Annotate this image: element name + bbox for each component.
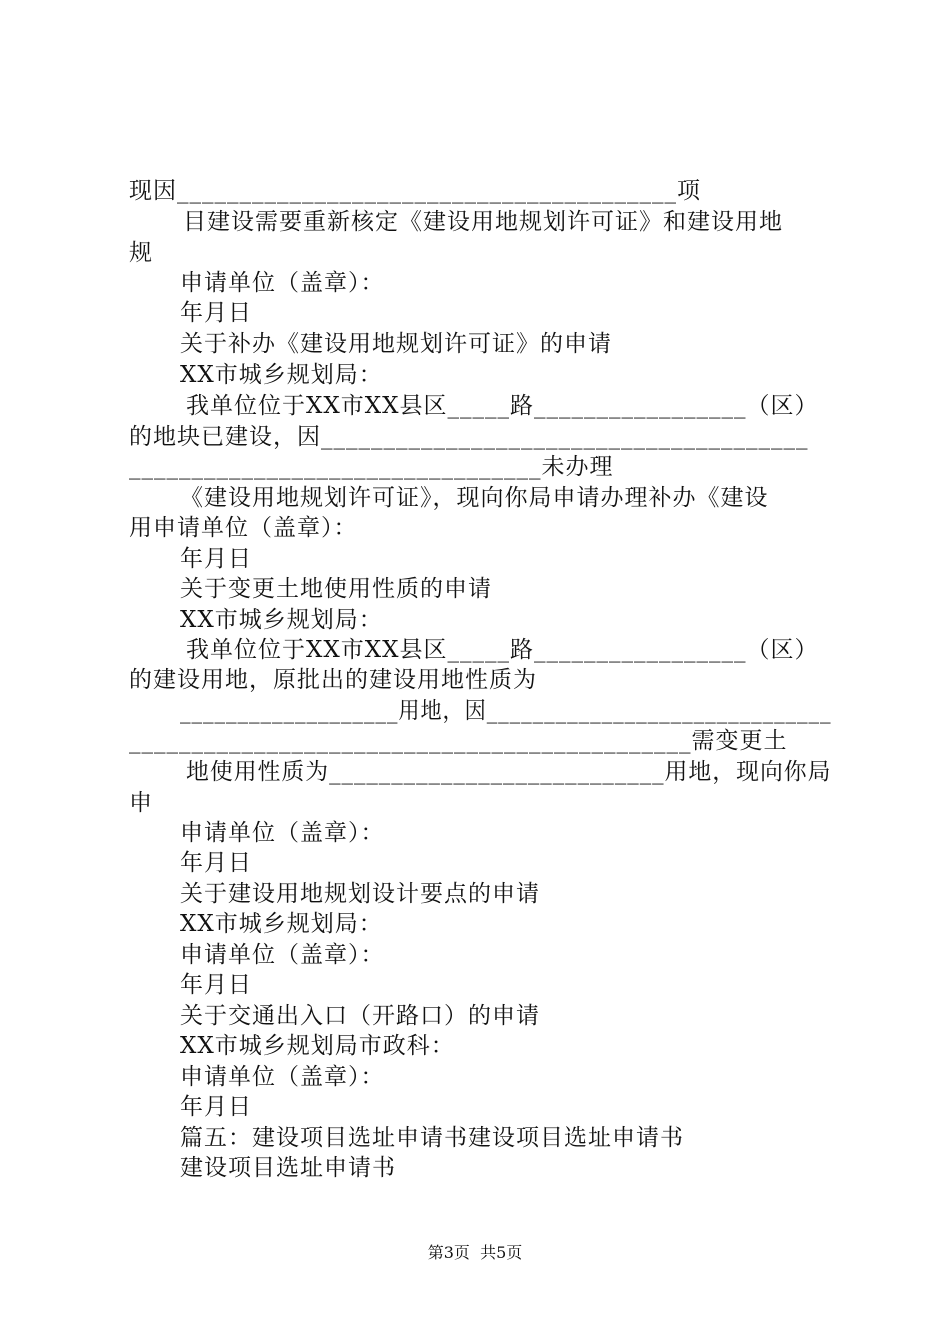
- section-heading: 关于交通出入口（开路口）的申请: [180, 1003, 540, 1029]
- addressee: XX市城乡规划局：: [180, 362, 383, 388]
- addressee: XX市城乡规划局：: [180, 607, 383, 633]
- text-line: 我单位位于XX市XX县区_____路_________________（区）: [186, 393, 819, 419]
- text-line: 目建设需要重新核定《建设用地规划许可证》和建设用地: [183, 209, 783, 235]
- text-line: 现因________________________________________项: [129, 178, 701, 204]
- section-heading: 关于变更土地使用性质的申请: [180, 576, 492, 602]
- text-line: 的建设用地，原批出的建设用地性质为: [129, 667, 537, 693]
- section-heading: 关于建设用地规划设计要点的申请: [180, 881, 540, 907]
- text-line: _________________________________未办理: [129, 454, 614, 480]
- text-line: 申请单位（盖章）：: [180, 820, 385, 846]
- text-line: 规: [129, 240, 153, 266]
- text-line: 年月日: [180, 850, 252, 876]
- text-line: 申请单位（盖章）：: [180, 942, 385, 968]
- addressee: XX市城乡规划局市政科：: [180, 1033, 455, 1059]
- text-line: 年月日: [180, 546, 252, 572]
- text-line: ___________________用地，因______________________________: [180, 698, 832, 724]
- text-line: 用申请单位（盖章）：: [129, 515, 358, 541]
- text-line: 年月日: [180, 972, 252, 998]
- text-line: 《建设用地规划许可证》，现向你局申请办理补办《建设: [180, 485, 769, 511]
- section-heading: 篇五：建设项目选址申请书建设项目选址申请书: [180, 1125, 684, 1151]
- text-line: 申请单位（盖章）：: [180, 270, 385, 296]
- text-line: 地使用性质为___________________________用地，现向你局: [186, 759, 832, 785]
- text-line: 申: [129, 790, 153, 816]
- text-line: 年月日: [180, 1094, 252, 1120]
- page-footer: 第3页 共5页: [427, 1243, 523, 1262]
- section-heading: 建设项目选址申请书: [180, 1155, 396, 1181]
- addressee: XX市城乡规划局：: [180, 911, 383, 937]
- text-line: 的地块已建设，因_______________________________________: [129, 424, 809, 450]
- text-line: 我单位位于XX市XX县区_____路_________________（区）: [186, 637, 819, 663]
- text-line: 申请单位（盖章）：: [180, 1064, 385, 1090]
- text-line: _____________________________________________需变更土: [129, 728, 788, 754]
- text-line: 年月日: [180, 300, 252, 326]
- section-heading: 关于补办《建设用地规划许可证》的申请: [180, 331, 612, 357]
